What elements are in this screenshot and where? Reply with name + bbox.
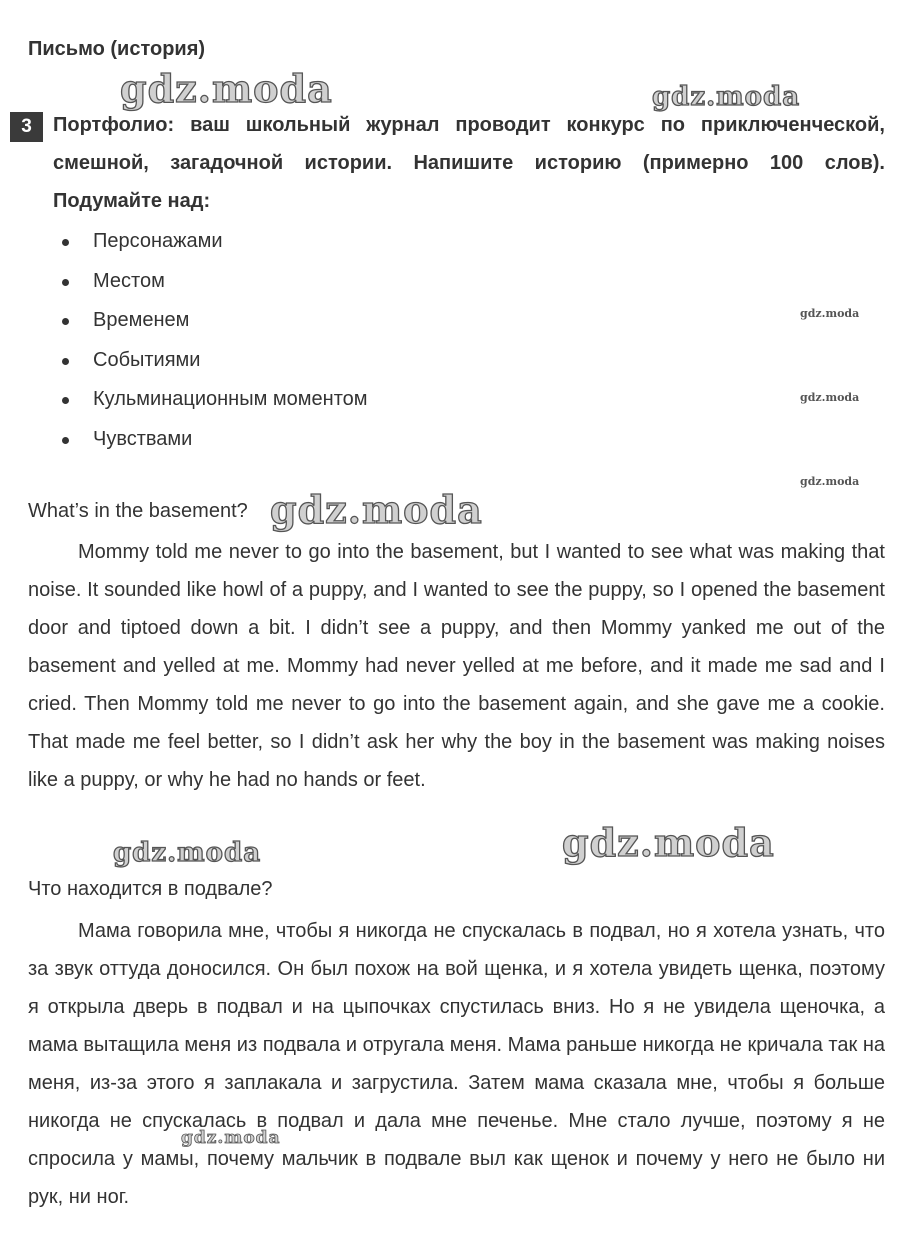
watermark: gdz.moda — [800, 307, 860, 320]
watermark: gdz.moda — [270, 487, 483, 532]
watermark: gdz.moda — [113, 838, 262, 868]
story-title-en: What’s in the basement? — [28, 500, 248, 522]
watermark: gdz.moda — [800, 475, 860, 488]
story-text-en: Mommy told me never to go into the basement, but I wanted to see what was making that noise. It sounded like howl of a puppy, and I wanted to see the puppy, so I opened the basement door and tiptoed down a bit. I didn’t see a puppy, and then Mommy yanked me out of the basement and yelled at me. Mommy had never yelled at me before, and it made me sad and I cried. Then Mommy told me never to go into the basement again, and she gave me a cookie. That made me feel better, so I didn’t ask her why the boy in the basement was making noises like a puppy, or why he had no hands or feet. — [28, 541, 885, 791]
section-title: Письмо (история) — [28, 38, 206, 60]
story-title-ru: Что находится в подвале? — [28, 878, 273, 900]
task-bullet-list — [58, 222, 368, 459]
watermark: gdz.moda — [800, 391, 860, 404]
watermark: gdz.moda — [652, 82, 801, 112]
bullet-item: Местом — [58, 262, 368, 302]
task-number-badge: 3 — [10, 112, 43, 142]
watermark: gdz.moda — [181, 1128, 281, 1148]
bullet-item: Чувствами — [58, 420, 368, 460]
bullet-item: Персонажами — [58, 222, 368, 262]
watermark: gdz.moda — [562, 820, 775, 865]
story-text-ru: Мама говорила мне, чтобы я никогда не спускалась в подвал, но я хотела узнать, что за звук оттуда доносился. Он был похож на вой щенка, и я хотела увидеть щенка, поэтому я открыла дверь в подвал и на цыпочках спустилась вниз. Но я не увидела щеночка, а мама вытащила меня из подвала и отругала меня. Мама раньше никогда не кричала так на меня, из-за этого я заплакала и загрустила. Затем мама сказала мне, чтобы я больше никогда не спускалась в подвал и дала мне печенье. Мне стало лучше, поэтому я не спросила у мамы, почему мальчик в подвале выл как щенок и почему у него не было ни рук, ни ног. — [28, 920, 885, 1208]
bullet-item: Кульминационным моментом — [58, 380, 368, 420]
watermark: gdz.moda — [120, 66, 333, 111]
task-instructions: Портфолио: ваш школьный журнал проводит конкурс по приключенческой, смешной, загадочной истории. Напишите историю (примерно 100 слов). Подумайте над: — [53, 114, 885, 212]
bullet-item: Временем — [58, 301, 368, 341]
bullet-item: Событиями — [58, 341, 368, 381]
